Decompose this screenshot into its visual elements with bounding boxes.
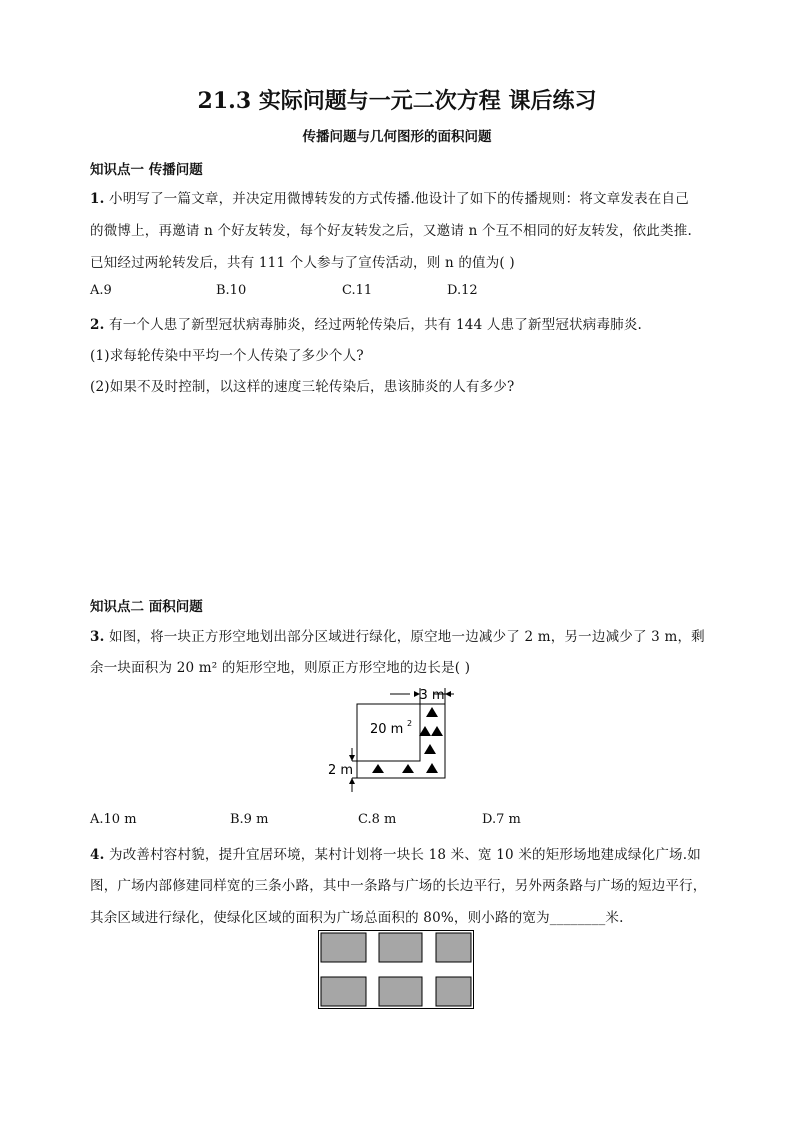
q1-option-a: A.9 [90,283,112,298]
q3-arrow-2m-top [349,755,355,761]
q3-tree-triangle [426,707,438,717]
q1-line-1 [90,187,689,207]
q3-label-area: 20 m [370,722,404,737]
q1-line-3: 已知经过两轮转发后，共有 111 个人参与了宣传活动，则 n 的值为( ) [90,255,515,271]
q4-text-1: 为改善村容村貌，提升宜居环境，某村计划将一块长 18 米、宽 10 米的矩形场地建成绿化广场.如 [109,847,701,863]
q3-line-1 [90,625,705,645]
q3-number: 3. [90,629,105,645]
q3-option-c: C.8 m [358,812,397,827]
page-subtitle: 传播问题与几何图形的面积问题 [302,129,492,145]
section-heading-propagation: 知识点一 传播问题 [90,162,203,178]
section-heading-area: 知识点二 面积问题 [90,599,203,615]
q1-option-b: B.10 [216,283,247,298]
q1-text-1: 小明写了一篇文章，并决定用微博转发的方式传播.他设计了如下的传播规则：将文章发表在自己 [109,191,689,207]
q4-line-1 [90,843,701,863]
q4-green-block [436,933,471,962]
q3-tree-triangle [426,763,438,773]
q3-tree-triangle [424,744,436,754]
q3-text-1: 如图，将一块正方形空地划出部分区域进行绿化，原空地一边减少了 2 m，另一边减少了 3 m，剩 [109,629,705,645]
q3-option-b: B.9 m [230,812,269,827]
q3-tree-triangle [402,764,414,773]
q1-option-d: D.12 [447,283,478,298]
q4-plaza-figure [318,930,476,1012]
q3-label-3m: 3 m [419,688,445,703]
q2-sub-2: (2)如果不及时控制，以这样的速度三轮传染后，患该肺炎的人有多少? [90,379,515,395]
q2-sub-1: (1)求每轮传染中平均一个人传染了多少个人? [90,348,364,364]
q4-number: 4. [90,847,105,863]
q3-square-figure [320,684,480,804]
q3-tree-triangle [419,726,431,736]
q3-tree-triangle [431,726,443,736]
q3-option-d: D.7 m [482,812,521,827]
q1-line-2: 的微博上，再邀请 n 个好友转发，每个好友转发之后，又邀请 n 个互不相同的好友转发，依此类推. [90,223,692,239]
q4-line-3: 其余区域进行绿化，使绿化区域的面积为广场总面积的 80%，则小路的宽为________米. [90,910,624,926]
q1-option-c: C.11 [342,283,373,298]
q4-green-block [379,977,422,1006]
q3-label-2m: 2 m [328,763,354,778]
q4-line-2: 图，广场内部修建同样宽的三条小路，其中一条路与广场的长边平行，另外两条路与广场的短边平行， [90,878,707,894]
q4-green-block [379,933,422,962]
q3-arrow-2m-bottom [349,778,355,784]
q2-line-1 [90,313,642,333]
q2-text-1: 有一个人患了新型冠状病毒肺炎，经过两轮传染后，共有 144 人患了新型冠状病毒肺炎. [109,317,643,333]
q4-green-block [321,977,366,1006]
q2-number: 2. [90,317,105,333]
q4-green-block [436,977,471,1006]
page-title: 21.3 实际问题与一元二次方程 课后练习 [197,88,597,114]
q1-number: 1. [90,191,105,207]
q3-tree-triangle [372,764,384,773]
q3-option-a: A.10 m [90,812,137,827]
q3-line-2: 余一块面积为 20 m² 的矩形空地，则原正方形空地的边长是( ) [90,660,471,676]
q3-label-area-sup: 2 [407,719,413,728]
q4-green-block [321,933,366,962]
q3-arrow-3m-right [445,691,451,697]
